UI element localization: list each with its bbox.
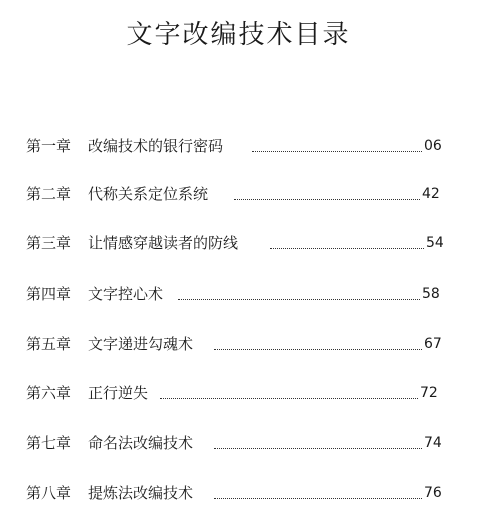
dot-leader bbox=[270, 248, 424, 249]
chapter-number: 第二章 bbox=[26, 185, 72, 203]
toc-entry-1 bbox=[26, 136, 446, 156]
chapter-number: 第八章 bbox=[26, 484, 72, 502]
chapter-name: 正行逆失 bbox=[88, 384, 149, 402]
chapter-number: 第四章 bbox=[26, 285, 72, 303]
chapter-number: 第六章 bbox=[26, 384, 72, 402]
chapter-number: 第三章 bbox=[26, 234, 72, 252]
dot-leader bbox=[160, 398, 418, 399]
toc-entry-3 bbox=[26, 233, 446, 253]
page-number: 54 bbox=[426, 235, 444, 251]
page-number: 06 bbox=[424, 138, 442, 154]
page-number: 72 bbox=[420, 385, 438, 401]
chapter-number: 第五章 bbox=[26, 335, 72, 353]
dot-leader bbox=[252, 151, 422, 152]
chapter-number: 第一章 bbox=[26, 137, 72, 155]
page-number: 74 bbox=[424, 435, 442, 451]
toc-entry-4 bbox=[26, 284, 446, 304]
toc-entry-8 bbox=[26, 483, 446, 503]
page-number: 42 bbox=[422, 186, 440, 202]
chapter-name: 代称关系定位系统 bbox=[88, 185, 209, 203]
dot-leader bbox=[214, 498, 422, 499]
document-title: 文字改编技术目录 bbox=[126, 20, 351, 50]
chapter-name: 文字递进勾魂术 bbox=[88, 335, 194, 353]
toc-entry-7 bbox=[26, 433, 446, 453]
chapter-name: 命名法改编技术 bbox=[88, 434, 194, 452]
chapter-name: 改编技术的银行密码 bbox=[88, 137, 224, 155]
dot-leader bbox=[178, 299, 420, 300]
chapter-number: 第七章 bbox=[26, 434, 72, 452]
toc-entry-2 bbox=[26, 184, 446, 204]
dot-leader bbox=[214, 349, 422, 350]
page-number: 76 bbox=[424, 485, 442, 501]
page-number: 67 bbox=[424, 336, 442, 352]
page-number: 58 bbox=[422, 286, 440, 302]
chapter-name: 提炼法改编技术 bbox=[88, 484, 194, 502]
chapter-name: 文字控心术 bbox=[88, 285, 164, 303]
dot-leader bbox=[234, 199, 420, 200]
dot-leader bbox=[214, 448, 422, 449]
chapter-name: 让情感穿越读者的防线 bbox=[88, 234, 239, 252]
toc-entry-6 bbox=[26, 383, 446, 403]
toc-entry-5 bbox=[26, 334, 446, 354]
